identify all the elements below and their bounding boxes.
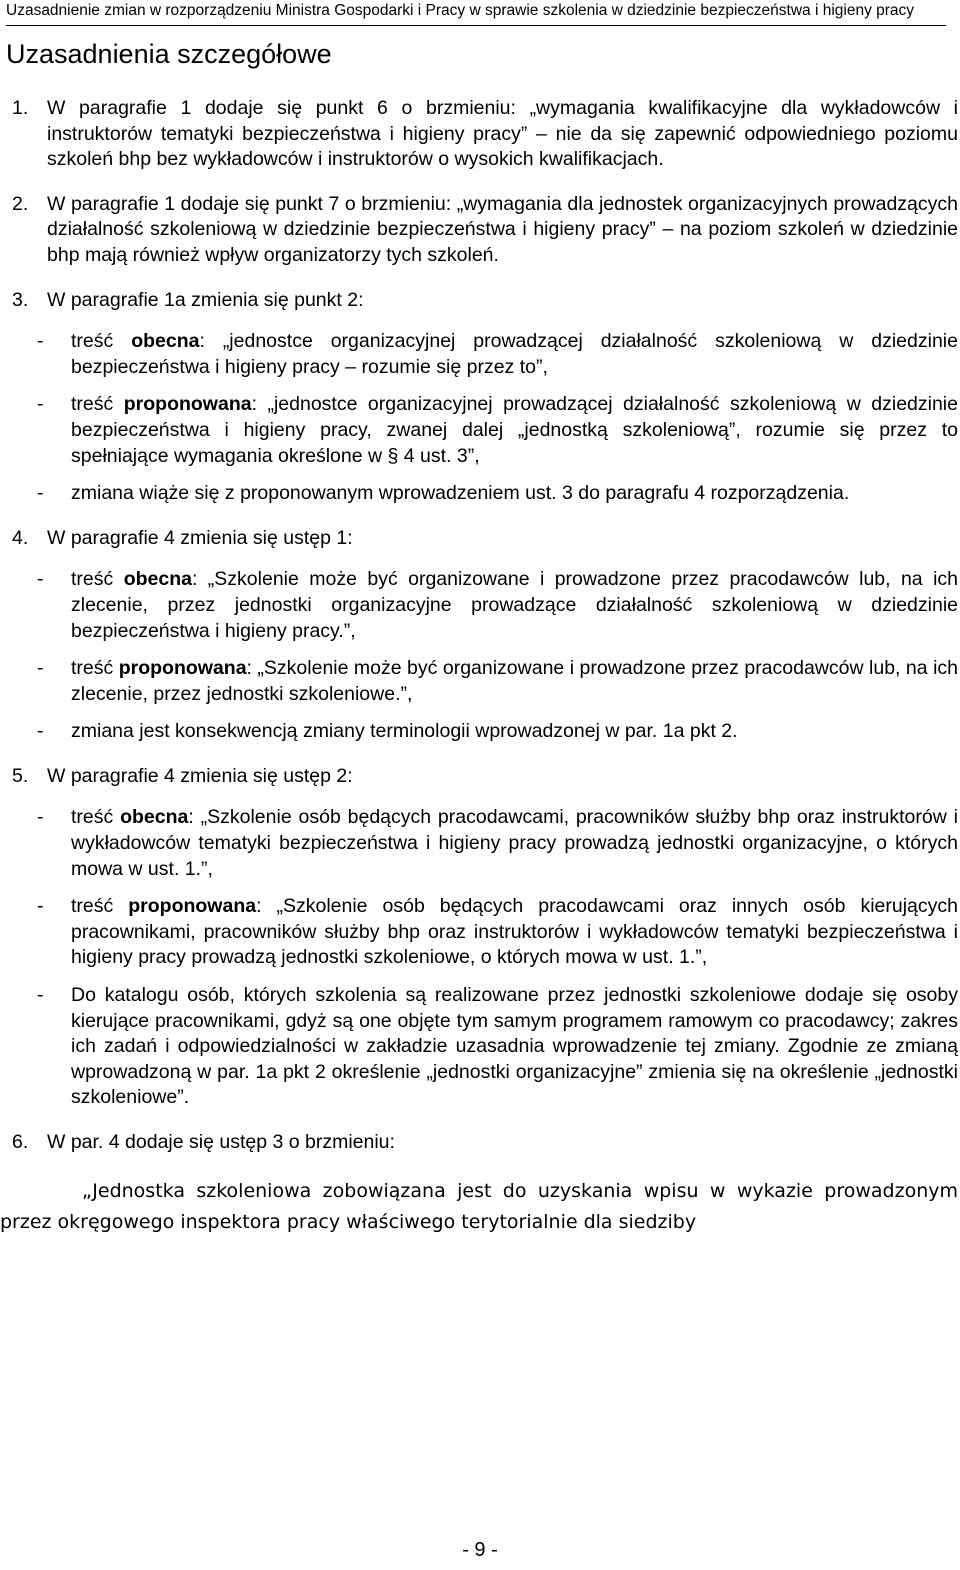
bullet-list — [37, 567, 958, 745]
item-text: W paragrafie 1 dodaje się punkt 7 o brzmieniu: „wymagania dla jednostek organizacyjnych prowadzących działalność szkoleniową w dziedzinie bezpieczeństwa i higieny pracy” – na poziom szkoleń w dziedzinie bhp mają również wpływ organizatorzy tych szkoleń. — [47, 192, 958, 266]
bullet-content: : „Szkolenie może być organizowane i prowadzone przez pracodawców lub, na ich zlecenie, przez jednostki organizacyjne prowadzące działalność szkoleniową w dziedzinie bezpieczeństwa i higieny pracy.”, — [71, 568, 958, 642]
bullet-note — [0, 481, 958, 507]
bullet-note — [0, 983, 958, 1111]
item-number: 2. — [12, 192, 29, 215]
bullet-bold-label: obecna — [120, 806, 189, 829]
bullet-bold-label: obecna — [131, 330, 200, 353]
page-title: Uzasadnienia szczegółowe — [6, 39, 332, 69]
list-item-5 — [0, 764, 958, 1111]
bullet-content: : „Szkolenie może być organizowane i prowadzone przez pracodawców lub, na ich zlecenie, przez jednostki szkoleniowe.”, — [71, 657, 958, 705]
bullet-current-text — [0, 805, 958, 882]
page-number: - 9 - — [462, 1539, 498, 1561]
bullet-content: : „Szkolenie osób będących pracodawcami, pracowników służby bhp oraz instruktorów i wykładowców tematyki bezpieczeństwa i higieny pracy prowadzą jednostki organizacyjne, o których mowa w ust. 1.”, — [71, 806, 958, 880]
running-header: Uzasadnienie zmian w rozporządzeniu Ministra Gospodarki i Pracy w sprawie szkolenia w dziedzinie bezpieczeństwa i higieny pracy — [6, 2, 946, 26]
bullet-proposed-text — [0, 392, 958, 469]
item-text: W par. 4 dodaje się ustęp 3 o brzmieniu: — [47, 1131, 395, 1153]
bullet-list — [37, 329, 958, 507]
bullet-content: : „Szkolenie osób będących pracodawcami oraz innych osób kierujących pracownikami, pracowników służby bhp oraz instruktorów i wykładowców tematyki bezpieczeństwa i higieny pracy prowadzą jednostki szkoleniowe, o których mowa w ust. 1.”, — [71, 895, 958, 969]
bullet-dash: - — [37, 482, 44, 505]
item-number: 1. — [12, 97, 29, 119]
list-item-6 — [0, 1130, 958, 1238]
bullet-dash: - — [37, 895, 44, 918]
bullet-prefix: Do katalogu osób, których szkolenia są realizowane przez jednostki szkoleniowe dodaje się osoby kierujące pracownikami, gdyż są one objęte tym samym programem ramowym co pracodawcy; zakres ich zadań i odpowiedzialności w zakładzie uzasadnia wprowadzenie tej zmiany. Zgodnie ze zmianą wprowadzoną w par. 1a pkt 2 określenie „jednostki organizacyjne” zmienia się na określenie „jednostki szkoleniowe”. — [71, 984, 958, 1109]
list-item-3 — [0, 288, 958, 507]
bullet-bold-label: proponowana — [128, 895, 257, 918]
bullet-list — [37, 805, 958, 1111]
bullet-dash: - — [37, 984, 44, 1007]
list-item-1 — [0, 96, 958, 173]
bullet-current-text — [0, 329, 958, 380]
bullet-dash: - — [37, 393, 44, 416]
quoted-provision: „Jednostka szkoleniowa zobowiązana jest do uzyskania wpisu w wykazie prowadzonym przez okręgowego inspektora pracy właściwego terytorialnie dla siedziby — [0, 1179, 958, 1233]
item-text: W paragrafie 1 dodaje się punkt 6 o brzmieniu: „wymagania kwalifikacyjne dla wykładowców i instruktorów tematyki bezpieczeństwa i higieny pracy” – nie da się zapewnić odpowiedniego poziomu szkoleń bhp bez wykładowców i instruktorów o wysokich kwalifikacjach. — [47, 97, 958, 171]
bullet-current-text — [0, 567, 958, 644]
list-item-2 — [0, 192, 958, 269]
bullet-bold-label: proponowana — [123, 393, 252, 416]
item-number: 6. — [12, 1131, 29, 1153]
item-number: 3. — [12, 288, 29, 311]
bullet-prefix: treść — [71, 330, 132, 353]
bullet-note — [0, 719, 958, 745]
bullet-dash: - — [37, 657, 44, 680]
bullet-prefix: zmiana wiąże się z proponowanym wprowadzeniem ust. 3 do paragrafu 4 rozporządzenia. — [71, 482, 850, 505]
bullet-bold-label: obecna — [123, 568, 192, 591]
item-text: W paragrafie 4 zmienia się ustęp 1: — [47, 526, 353, 549]
bullet-content: : „jednostce organizacyjnej prowadzącej działalność szkoleniową w dziedzinie bezpieczeństwa i higieny pracy, zwanej dalej „jednostką szkoleniową”, rozumie się przez to spełniające wymagania określone w § 4 ust. 3”, — [71, 393, 958, 467]
bullet-dash: - — [37, 806, 44, 829]
item-number: 5. — [12, 764, 29, 787]
bullet-prefix: treść — [71, 568, 124, 591]
bullet-prefix: treść — [71, 393, 124, 416]
bullet-prefix: treść — [71, 806, 121, 829]
bullet-prefix: treść — [71, 895, 129, 918]
item-text: W paragrafie 1a zmienia się punkt 2: — [47, 288, 364, 311]
bullet-proposed-text — [0, 894, 958, 971]
item-text: W paragrafie 4 zmienia się ustęp 2: — [47, 764, 353, 787]
bullet-prefix: zmiana jest konsekwencją zmiany terminologii wprowadzonej w par. 1a pkt 2. — [71, 720, 738, 743]
item-number: 4. — [12, 526, 29, 549]
document-body — [0, 96, 958, 1257]
bullet-proposed-text — [0, 656, 958, 707]
bullet-bold-label: proponowana — [118, 657, 247, 680]
bullet-dash: - — [37, 330, 44, 353]
bullet-content: : „jednostce organizacyjnej prowadzącej działalność szkoleniową w dziedzinie bezpieczeństwa i higieny pracy – rozumie się przez to”, — [71, 330, 958, 378]
list-item-4 — [0, 526, 958, 745]
bullet-prefix: treść — [71, 657, 119, 680]
bullet-dash: - — [37, 720, 44, 743]
bullet-dash: - — [37, 568, 44, 591]
